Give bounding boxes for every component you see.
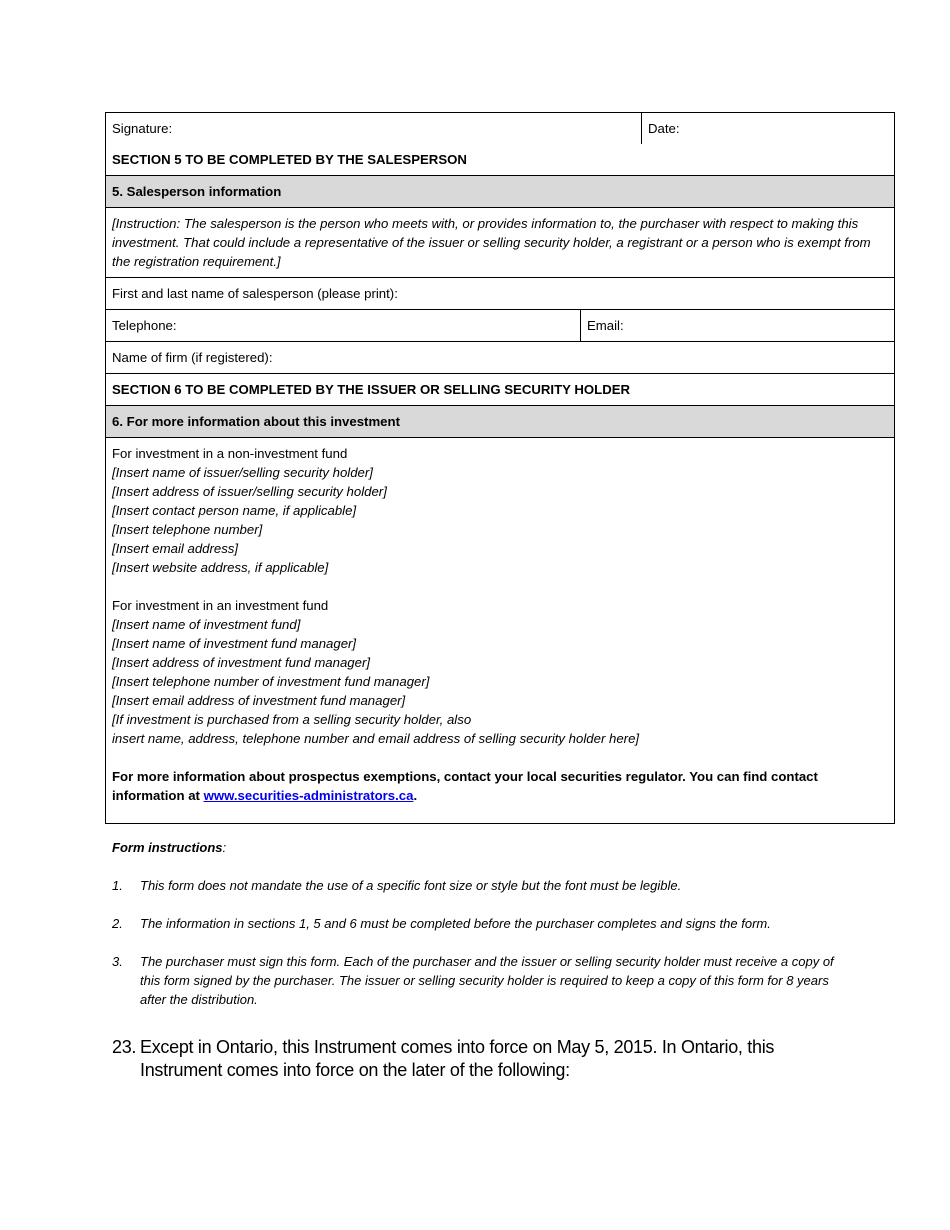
firm-field[interactable] <box>106 342 894 373</box>
section5-heading-row <box>105 144 895 175</box>
salesperson-name-label: First and last name of salesperson (please print): <box>112 286 398 301</box>
non-fund-line: [Insert name of issuer/selling security holder] <box>112 465 373 480</box>
more-info-paragraph <box>112 767 888 805</box>
section6-info-row <box>105 437 895 824</box>
instruction-text: The purchaser must sign this form. Each of the purchaser and the issuer or selling security holder must receive a copy of this form signed by the purchaser. The issuer or selling security holder is required to keep a copy of this form for 8 years after the distribution. <box>140 954 834 1007</box>
instructions-title-line <box>112 838 842 857</box>
instruction-item <box>112 952 842 1009</box>
section-23-clause <box>112 1036 812 1082</box>
section6-title: 6. For more information about this investment <box>112 414 400 429</box>
fund-line: insert name, address, telephone number and email address of selling security holder here] <box>112 731 640 746</box>
clause-text: Except in Ontario, this Instrument comes into force on May 5, 2015. In Ontario, this Instrument comes into force on the later of the following: <box>140 1037 775 1080</box>
fund-line: [Insert telephone number of investment fund manager] <box>112 674 430 689</box>
section5-title-row <box>105 175 895 207</box>
section5-heading: SECTION 5 TO BE COMPLETED BY THE SALESPERSON <box>112 152 467 167</box>
non-fund-line: [Insert telephone number] <box>112 522 263 537</box>
non-fund-line: [Insert contact person name, if applicable] <box>112 503 357 518</box>
email-field[interactable] <box>581 310 894 341</box>
email-label: Email: <box>587 318 624 333</box>
fund-line: [Insert name of investment fund] <box>112 617 301 632</box>
regulators-link[interactable]: www.securities-administrators.ca <box>203 788 414 803</box>
instruction-number: 2. <box>112 916 123 931</box>
instruction-text: This form does not mandate the use of a specific font size or style but the font must be legible. <box>140 878 682 893</box>
more-info-text: For more information about prospectus exemptions, contact your local securities regulator. You can find contact information at <box>112 769 818 803</box>
date-field[interactable] <box>642 113 894 144</box>
section5-instruction: [Instruction: The salesperson is the person who meets with, or provides information to, the purchaser with respect to making this investment. That could include a representative of the issuer or selling security holder, a registrant or a person who is exempt from the registration requirement.] <box>112 216 871 269</box>
section5-title: 5. Salesperson information <box>112 184 282 199</box>
section5-instruction-row <box>105 207 895 277</box>
section6-info <box>106 438 894 823</box>
signature-field[interactable] <box>106 113 642 144</box>
telephone-label: Telephone: <box>112 318 177 333</box>
purchaser-form <box>105 112 895 824</box>
non-fund-line: [Insert website address, if applicable] <box>112 560 329 575</box>
instruction-item <box>112 876 842 895</box>
fund-line: [Insert address of investment fund manager] <box>112 655 371 670</box>
salesperson-name-field[interactable] <box>106 278 894 309</box>
signature-label: Signature: <box>112 121 173 136</box>
instructions-title: Form instructions <box>112 840 223 855</box>
signature-row <box>105 112 895 144</box>
instruction-number: 3. <box>112 954 123 969</box>
telephone-field[interactable] <box>106 310 581 341</box>
clause-number: 23. <box>112 1037 137 1057</box>
more-info-period: . <box>413 788 418 803</box>
section6-title-row <box>105 405 895 437</box>
fund-line: [Insert name of investment fund manager] <box>112 636 357 651</box>
fund-heading: For investment in an investment fund <box>112 598 329 613</box>
instruction-text: The information in sections 1, 5 and 6 must be completed before the purchaser completes and signs the form. <box>140 916 771 931</box>
non-fund-line: [Insert email address] <box>112 541 239 556</box>
fund-line: [If investment is purchased from a selling security holder, also <box>112 712 472 727</box>
non-fund-line: [Insert address of issuer/selling security holder] <box>112 484 387 499</box>
non-fund-heading: For investment in a non-investment fund <box>112 446 348 461</box>
fund-line: [Insert email address of investment fund manager] <box>112 693 406 708</box>
firm-row <box>105 341 895 373</box>
instructions-title-suffix: : <box>222 840 227 855</box>
form-instructions <box>112 838 842 1009</box>
salesperson-name-row <box>105 277 895 309</box>
contact-row <box>105 309 895 341</box>
instruction-item <box>112 914 842 933</box>
firm-label: Name of firm (if registered): <box>112 350 273 365</box>
instruction-number: 1. <box>112 878 123 893</box>
section6-heading-row <box>105 373 895 405</box>
date-label: Date: <box>648 121 680 136</box>
section6-heading: SECTION 6 TO BE COMPLETED BY THE ISSUER OR SELLING SECURITY HOLDER <box>112 382 631 397</box>
